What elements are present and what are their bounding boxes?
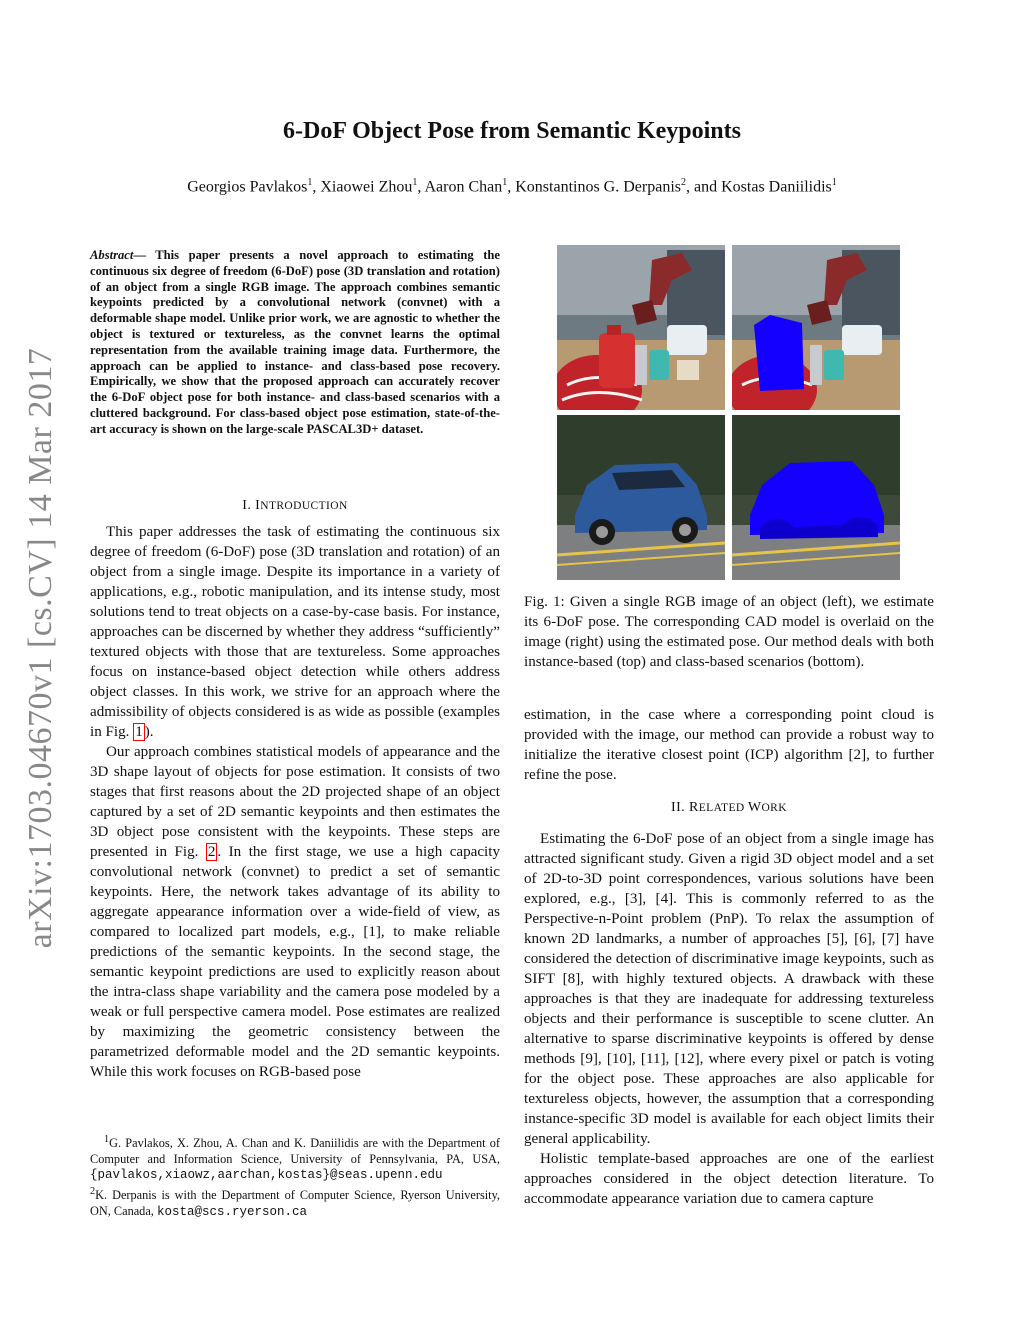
section-heading-introduction: I. INTRODUCTION xyxy=(242,498,348,513)
robot-scene-photo xyxy=(557,245,725,410)
footnote: $^2$K. Derpanis is with the Department of Computer Science, Ryerson University, ON, Canada, kosta@scs.ryerson.ca xyxy=(90,1185,500,1219)
robot-scene-overlay-photo xyxy=(732,245,900,410)
paragraph: Holistic template-based approaches are one of the earliest approaches considered in the object detection literature. To accommodate appearance variation due to camera capture xyxy=(524,1151,934,1207)
affiliation-mark: 1 xyxy=(307,177,313,188)
paragraph: Estimating the 6-DoF pose of an object from a single image has attracted significant study. Given a rigid 3D object model and a set of 2D-to-3D point correspondences, various solutions have been explored, e.g., [3], [4]. This is commonly referred to as the Perspective-n-Point problem (PnP). To relax the assumption of known 2D landmarks, a number of approaches [5], [6], [7] have considered the detection of discriminative image keypoints, such as SIFT [8], with highly textured objects. A drawback with these approaches is that they are inadequate for addressing textureless objects and their performance is susceptible to scene clutter. An alternative to sparse discriminative keypoints is offered by dense methods [9], [10], [11], [12], where every pixel or patch is voting for the object pose. These approaches are also applicable for textureless objects, however, the assumption that a corresponding instance-specific 3D model is available for each object limits their general applicability. xyxy=(524,831,934,1147)
affiliation-mark: 1 xyxy=(831,177,837,188)
affiliation-mark: 1 xyxy=(502,177,508,188)
abstract-text: This paper presents a novel approach to estimating the continuous six degree of freedom (6-DoF) pose (3D translation and rotation) of an object from a single RGB image. The approach combines semantic keypoints predicted by a convolutional network (convnet) with a deformable shape model. Unlike prior work, we are agnostic to whether the object is textured or textureless, as the convnet learns the optimal representation from the available training image data. Furthermore, the approach can be applied to instance- and class-based pose recovery. Empirically, we show that the proposed approach can accurately recover the 6-DoF object pose for both instance- and class-based scenarios with a cluttered background. For class-based object pose estimation, state-of-the-art accuracy is shown on the large-scale PASCAL3D+ dataset. xyxy=(90,248,501,436)
introduction-body xyxy=(90,522,500,1082)
figure-caption: Fig. 1: Given a single RGB image of an object (left), we estimate its 6-DoF pose. The corresponding CAD model is overlaid on the image (right) using the estimated pose. Our method deals with both instance-based (top) and class-based scenarios (bottom). xyxy=(524,594,934,670)
paragraph: estimation, in the case where a corresponding point cloud is provided with the image, our method can provide a robust way to initialize the iterative closest point (ICP) algorithm [2], to further refine the pose. xyxy=(524,707,934,783)
paper-title: 6-DoF Object Pose from Semantic Keypoints xyxy=(283,118,741,144)
paragraph: Our approach combines statistical models of appearance and the 3D shape layout of objects for pose estimation. It consists of two stages that first reasons about the 2D projected shape of an object captured by a set of 2D semantic keypoints and then estimates the 3D object pose consistent with the keypoints. These steps are presented in Fig. 2 . In the first stage, we use a high capacity convolutional network (convnet) to predict a set of semantic keypoints. Here, the network takes advantage of its ability to aggregate appearance information over a wide-field of view, as compared to localized part models, e.g., [1], to make reliable predictions of the semantic keypoints. In the second stage, the semantic keypoint predictions are used to explicitly reason about the intra-class shape variability and the camera pose modeled by a weak or full perspective camera model. Pose estimates are realized by maximizing the geometric consistency between the parametrized deformable model and the 2D semantic keypoints. While this work focuses on RGB-based pose xyxy=(90,744,500,1080)
abstract-label: Abstract xyxy=(90,248,134,262)
author-name: Kostas Daniilidis xyxy=(721,178,832,196)
related-work-body xyxy=(524,829,934,1209)
section-heading-related-work: II. RELATED WORK xyxy=(671,800,787,815)
abstract: Abstract— This paper presents a novel approach to estimating the continuous six degree of freedom (6-DoF) pose (3D translation and rotation) of an object from a single RGB image. The approach combines semantic keypoints predicted by a convolutional network (convnet) with a deformable shape model. Unlike prior work, we are agnostic to whether the object is textured or textureless, as the convnet learns the optimal representation from the available training image data. Furthermore, the approach can be applied to instance- and class-based pose recovery. Empirically, we show that the proposed approach can accurately recover the 6-DoF object pose for both instance- and class-based scenarios with a cluttered background. For class-based object pose estimation, state-of-the-art accuracy is shown on the large-scale PASCAL3D+ dataset. xyxy=(90,248,501,436)
email-address: {pavlakos,xiaowz,aarchan,kostas}@seas.upenn.edu xyxy=(90,1168,443,1183)
arxiv-identifier[interactable]: arXiv:1703.04670v1 [cs.CV] 14 Mar 2017 xyxy=(22,347,59,949)
affiliation-mark: 2 xyxy=(681,177,686,188)
author-name: Aaron Chan xyxy=(424,178,503,196)
figure-reference-link[interactable]: 1 xyxy=(135,724,143,740)
author-list: Georgios Pavlakos$^1$, Xiaowei Zhou$^1$, Aaron Chan$^1$, Konstantinos G. Derpanis$^2$, and Kostas Daniilidis$^1$ xyxy=(187,177,837,196)
figure-1 xyxy=(557,245,900,580)
author-name: Xiaowei Zhou xyxy=(320,178,413,196)
author-name: Georgios Pavlakos xyxy=(187,178,308,196)
footnotes xyxy=(90,1132,500,1220)
arxiv-stamp xyxy=(20,347,62,949)
footnote: $^1$G. Pavlakos, X. Zhou, A. Chan and K. Daniilidis are with the Department of Computer and Information Science, University of Pennsylvania, PA, USA, {pavlakos,xiaowz,aarchan,kostas}@seas.upenn.edu xyxy=(90,1134,500,1183)
car-overlay-photo xyxy=(732,415,900,580)
email-address: kosta@scs.ryerson.ca xyxy=(156,1204,307,1219)
author-name: Konstantinos G. Derpanis xyxy=(515,178,681,196)
paragraph: This paper addresses the task of estimating the continuous six degree of freedom (6-DoF) pose (3D translation and rotation) of an object from a single image. Despite its importance in a variety of applications, e.g., robotic manipulation, and its intense study, most solutions tend to treat objects on a case-by-case basis. For instance, approaches can be discerned by whether they address “sufficiently” textured objects with those that are textureless. Some approaches focus on instance-based object detection while others address object classes. In this work, we strive for an approach where the admissibility of objects considered is as wide as possible (examples in Fig. 1 ). xyxy=(90,524,500,740)
car-photo xyxy=(557,415,725,580)
affiliation-mark: 1 xyxy=(412,177,418,188)
figure-reference-link[interactable]: 2 xyxy=(207,844,216,860)
